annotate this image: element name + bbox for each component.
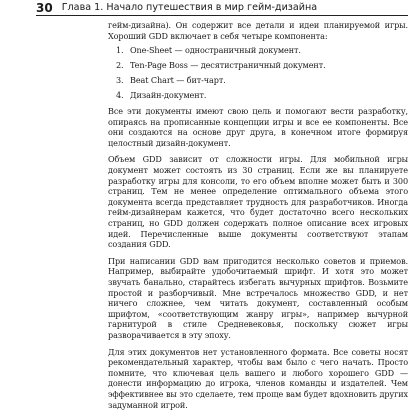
list-item-number: 2. xyxy=(116,60,124,71)
list-item-text: Дизайн-документ. xyxy=(130,90,207,101)
page-number: 30 xyxy=(36,1,53,15)
paragraph-gdd-size: Объем GDD зависит от сложности игры. Для мобильной игры документ может состоять из 30 страниц. Если же вы планируете разработку игры для консоли, то его объем вполне может быть и 300 страниц. Тем не менее определение оптимального объема этого документа всегда представляет трудность для разработчиков. Иногда гейм-дизайнерам кажется, что будет достаточно всего нескольких страниц, но GDD должен содержать полное описание всех игровых идей. Перечисленные выше документы соответствуют этапам создания GDD. xyxy=(108,154,408,250)
list-item-number: 1. xyxy=(116,45,124,56)
chapter-title: Глава 1. Начало путешествия в мир гейм-дизайна xyxy=(61,2,318,13)
running-header xyxy=(36,0,408,16)
list-item xyxy=(108,45,408,56)
list-item xyxy=(108,75,408,86)
list-item xyxy=(108,60,408,71)
paragraph-gdd-intro: гейм-дизайна). Он содержит все детали и идеи планируемой игры. Хороший GDD включает в себя четыре компонента: xyxy=(108,20,408,41)
paragraph-format-advice: Для этих документов нет установленного формата. Все советы носят рекомендательный характер, чтобы вам было с чего начать. Просто помните, что ключевая цель вашего и любого хорошего GDD — донести информацию до игрока, членов команды и издателей. Чем эффективнее вы это сделаете, тем проще вам будет вдохновить других задуманной игрой. xyxy=(108,346,408,410)
paragraph-font-advice: При написании GDD вам пригодится несколько советов и приемов. Например, выбирайте удобочитаемый шрифт. И хотя это может звучать банально, старайтесь избегать вычурных шрифтов. Возьмите простой и разборчивый. Мне встречалось множество GDD, и нет ничего сложнее, чем читать документ, составленный особым шрифтом, «соответствующим жанру игры», например вычурной гарнитурой в стиле Средневековья, поскольку сюжет игры разворачивается в эту эпоху. xyxy=(108,255,408,340)
paragraph-documents-purpose: Все эти документы имеют свою цель и помогают вести разработку, опираясь на прописанные концепции игры и все ее компоненты. Все они создаются на основе друг друга, в конечном итоге формируя целостный дизайн-документ. xyxy=(108,106,408,148)
list-item xyxy=(108,90,408,101)
list-item-number: 3. xyxy=(116,75,124,86)
list-item-text: Ten-Page Boss — десятистраничный документ. xyxy=(130,60,326,71)
list-item-number: 4. xyxy=(116,90,124,101)
list-item-text: One-Sheet — одностраничный документ. xyxy=(130,45,301,56)
list-item-text: Beat Chart — бит-чарт. xyxy=(130,75,226,86)
page-body xyxy=(108,20,408,416)
gdd-components-list xyxy=(108,45,408,101)
